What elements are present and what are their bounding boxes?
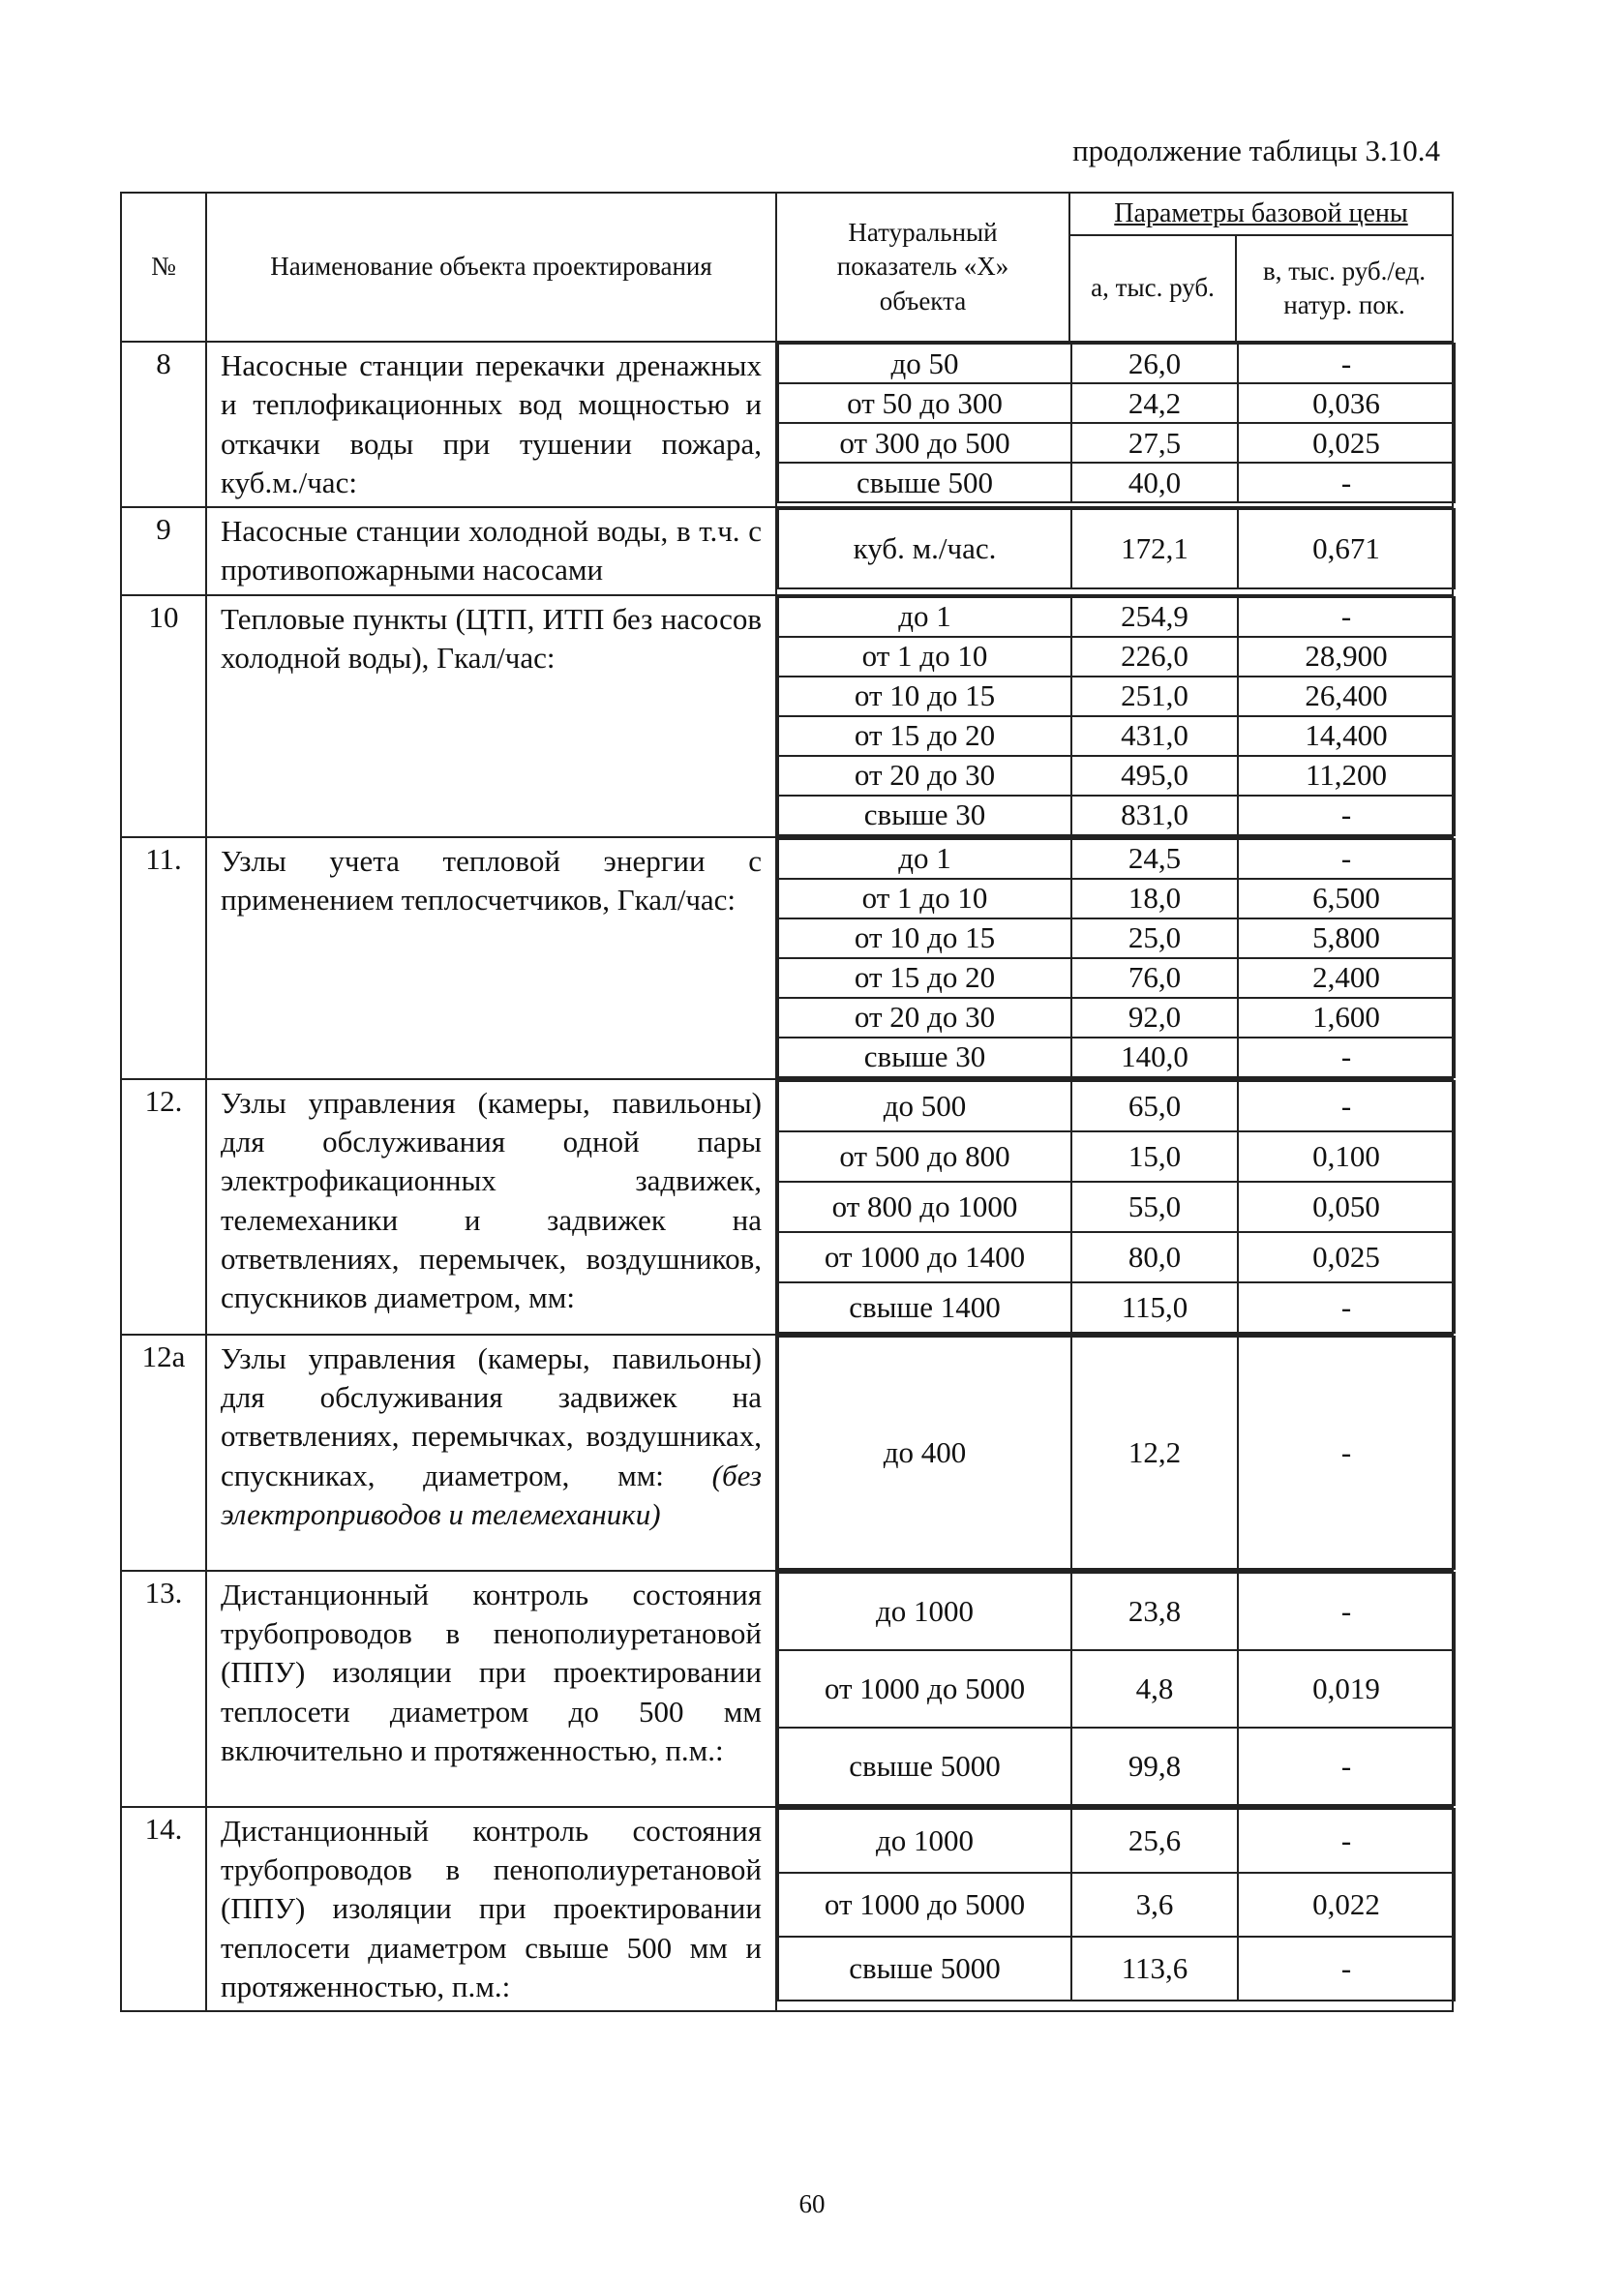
param-a: 4,8 bbox=[1071, 1650, 1238, 1728]
param-a: 113,6 bbox=[1071, 1937, 1238, 2001]
value-row bbox=[778, 1182, 1455, 1232]
param-b: - bbox=[1238, 1038, 1455, 1077]
param-a: 12,2 bbox=[1071, 1337, 1238, 1569]
table-body bbox=[121, 342, 1453, 2011]
header-x: Натуральный показатель «Х» объекта bbox=[776, 193, 1069, 342]
object-name-text: Узлы управления (камеры, павильоны) для обслуживания одной пары электрофикационных задвижек, телемеханики и задвижек на ответвлениях, перемычек, воздушников, спускников диаметром, мм: bbox=[221, 1085, 762, 1315]
value-row bbox=[778, 383, 1455, 423]
value-row bbox=[778, 1809, 1455, 1873]
table-row bbox=[121, 1079, 1453, 1335]
natural-indicator: от 20 до 30 bbox=[778, 756, 1071, 796]
value-row bbox=[778, 1131, 1455, 1182]
param-b: 1,600 bbox=[1238, 998, 1455, 1038]
param-b: 0,036 bbox=[1238, 383, 1455, 423]
value-row bbox=[778, 756, 1455, 796]
object-name bbox=[206, 1571, 776, 1807]
table-row bbox=[121, 507, 1453, 595]
param-a: 431,0 bbox=[1071, 716, 1238, 756]
table-row bbox=[121, 595, 1453, 837]
value-row bbox=[778, 344, 1455, 383]
natural-indicator: от 10 до 15 bbox=[778, 677, 1071, 716]
param-b: - bbox=[1238, 1081, 1455, 1131]
row-number: 9 bbox=[121, 507, 206, 595]
object-name-text: Узлы учета тепловой энергии с применением теплосчетчиков, Гкал/час: bbox=[221, 843, 762, 918]
param-b: - bbox=[1238, 796, 1455, 835]
param-a: 251,0 bbox=[1071, 677, 1238, 716]
natural-indicator: от 1000 до 5000 bbox=[778, 1873, 1071, 1937]
natural-indicator: от 1000 до 5000 bbox=[778, 1650, 1071, 1728]
object-name bbox=[206, 837, 776, 1079]
param-a: 172,1 bbox=[1071, 509, 1238, 588]
param-a: 495,0 bbox=[1071, 756, 1238, 796]
value-row bbox=[778, 839, 1455, 879]
value-row bbox=[778, 509, 1455, 588]
natural-indicator: до 400 bbox=[778, 1337, 1071, 1569]
param-b: 0,025 bbox=[1238, 1232, 1455, 1282]
object-name bbox=[206, 1079, 776, 1335]
param-a: 76,0 bbox=[1071, 958, 1238, 998]
table-row bbox=[121, 1571, 1453, 1807]
param-b: 5,800 bbox=[1238, 918, 1455, 958]
value-row bbox=[778, 677, 1455, 716]
param-a: 40,0 bbox=[1071, 463, 1238, 502]
param-b: - bbox=[1238, 1937, 1455, 2001]
natural-indicator: от 1000 до 1400 bbox=[778, 1232, 1071, 1282]
param-b: - bbox=[1238, 344, 1455, 383]
table-row bbox=[121, 1335, 1453, 1571]
param-b: 0,050 bbox=[1238, 1182, 1455, 1232]
natural-indicator: свыше 30 bbox=[778, 796, 1071, 835]
natural-indicator: свыше 30 bbox=[778, 1038, 1071, 1077]
natural-indicator: до 1 bbox=[778, 597, 1071, 637]
object-name-text: Узлы управления (камеры, павильоны) для обслуживания задвижек на ответвлениях, перемычках, воздушниках, спускниках, диаметром, мм: bbox=[221, 1340, 762, 1492]
natural-indicator: от 500 до 800 bbox=[778, 1131, 1071, 1182]
value-row bbox=[778, 1728, 1455, 1805]
object-name bbox=[206, 507, 776, 595]
natural-indicator: до 50 bbox=[778, 344, 1071, 383]
header-b: в, тыс. руб./ед. натур. пок. bbox=[1236, 235, 1453, 342]
value-row bbox=[778, 1337, 1455, 1569]
param-a: 226,0 bbox=[1071, 637, 1238, 677]
row-number: 13. bbox=[121, 1571, 206, 1807]
object-name-note: (без электроприводов и телемеханики) bbox=[221, 1458, 763, 1531]
row-number: 8 bbox=[121, 342, 206, 507]
object-name bbox=[206, 1807, 776, 2011]
natural-indicator: от 1 до 10 bbox=[778, 879, 1071, 918]
object-name bbox=[206, 595, 776, 837]
param-b: - bbox=[1238, 1337, 1455, 1569]
param-a: 27,5 bbox=[1071, 423, 1238, 463]
natural-indicator: от 800 до 1000 bbox=[778, 1182, 1071, 1232]
table-continuation-note: продолжение таблицы 3.10.4 bbox=[1072, 134, 1440, 167]
param-b: 28,900 bbox=[1238, 637, 1455, 677]
object-name-text: Насосные станции перекачки дренажных и теплофикационных вод мощностью и откачки воды при тушении пожара, куб.м./час: bbox=[221, 348, 762, 499]
value-row bbox=[778, 423, 1455, 463]
object-name-text: Насосные станции холодной воды, в т.ч. с противопожарными насосами bbox=[221, 514, 762, 587]
param-b: - bbox=[1238, 597, 1455, 637]
value-row bbox=[778, 1232, 1455, 1282]
object-name-text: Тепловые пункты (ЦТП, ИТП без насосов холодной воды), Гкал/час: bbox=[221, 601, 762, 676]
natural-indicator: свыше 5000 bbox=[778, 1937, 1071, 2001]
header-no: № bbox=[121, 193, 206, 342]
row-number: 12. bbox=[121, 1079, 206, 1335]
value-row bbox=[778, 1038, 1455, 1077]
natural-indicator: от 20 до 30 bbox=[778, 998, 1071, 1038]
table-row bbox=[121, 837, 1453, 1079]
header-name: Наименование объекта проектирования bbox=[206, 193, 776, 342]
value-row bbox=[778, 958, 1455, 998]
param-b: 26,400 bbox=[1238, 677, 1455, 716]
param-a: 115,0 bbox=[1071, 1282, 1238, 1333]
param-b: 0,019 bbox=[1238, 1650, 1455, 1728]
param-b: 0,100 bbox=[1238, 1131, 1455, 1182]
value-row bbox=[778, 637, 1455, 677]
param-b: - bbox=[1238, 839, 1455, 879]
natural-indicator: до 500 bbox=[778, 1081, 1071, 1131]
object-name-text: Дистанционный контроль состояния трубопроводов в пенополиуретановой (ППУ) изоляции при проектировании теплосети диаметром до 500 мм включительно и протяженностью, п.м.: bbox=[221, 1577, 762, 1767]
natural-indicator: куб. м./час. bbox=[778, 509, 1071, 588]
object-name bbox=[206, 1335, 776, 1571]
param-b: 6,500 bbox=[1238, 879, 1455, 918]
natural-indicator: от 15 до 20 bbox=[778, 958, 1071, 998]
natural-indicator: от 15 до 20 bbox=[778, 716, 1071, 756]
natural-indicator: от 50 до 300 bbox=[778, 383, 1071, 423]
param-a: 18,0 bbox=[1071, 879, 1238, 918]
param-a: 25,6 bbox=[1071, 1809, 1238, 1873]
param-a: 99,8 bbox=[1071, 1728, 1238, 1805]
page-number: 60 bbox=[798, 2189, 826, 2218]
value-row bbox=[778, 1573, 1455, 1650]
natural-indicator: от 10 до 15 bbox=[778, 918, 1071, 958]
value-row bbox=[778, 1282, 1455, 1333]
value-row bbox=[778, 1937, 1455, 2001]
row-number: 14. bbox=[121, 1807, 206, 2011]
param-b: 0,025 bbox=[1238, 423, 1455, 463]
param-a: 24,2 bbox=[1071, 383, 1238, 423]
param-a: 831,0 bbox=[1071, 796, 1238, 835]
header-params: Параметры базовой цены bbox=[1069, 193, 1453, 235]
value-row bbox=[778, 918, 1455, 958]
natural-indicator: от 300 до 500 bbox=[778, 423, 1071, 463]
param-b: 0,671 bbox=[1238, 509, 1455, 588]
param-b: - bbox=[1238, 1573, 1455, 1650]
param-b: - bbox=[1238, 463, 1455, 502]
value-row bbox=[778, 998, 1455, 1038]
natural-indicator: до 1000 bbox=[778, 1573, 1071, 1650]
object-name-text: Дистанционный контроль состояния трубопроводов в пенополиуретановой (ППУ) изоляции при проектировании теплосети диаметром свыше 500 мм и протяженностью, п.м.: bbox=[221, 1813, 762, 2003]
natural-indicator: от 1 до 10 bbox=[778, 637, 1071, 677]
natural-indicator: до 1 bbox=[778, 839, 1071, 879]
natural-indicator: свыше 5000 bbox=[778, 1728, 1071, 1805]
param-b: 14,400 bbox=[1238, 716, 1455, 756]
value-row bbox=[778, 879, 1455, 918]
param-a: 254,9 bbox=[1071, 597, 1238, 637]
table-row bbox=[121, 1807, 1453, 2011]
natural-indicator: свыше 1400 bbox=[778, 1282, 1071, 1333]
param-a: 24,5 bbox=[1071, 839, 1238, 879]
param-a: 55,0 bbox=[1071, 1182, 1238, 1232]
value-row bbox=[778, 1650, 1455, 1728]
param-a: 80,0 bbox=[1071, 1232, 1238, 1282]
header-a: а, тыс. руб. bbox=[1069, 235, 1236, 342]
param-a: 15,0 bbox=[1071, 1131, 1238, 1182]
natural-indicator: свыше 500 bbox=[778, 463, 1071, 502]
row-number: 11. bbox=[121, 837, 206, 1079]
value-row bbox=[778, 1081, 1455, 1131]
param-a: 3,6 bbox=[1071, 1873, 1238, 1937]
param-b: 11,200 bbox=[1238, 756, 1455, 796]
param-a: 65,0 bbox=[1071, 1081, 1238, 1131]
param-a: 23,8 bbox=[1071, 1573, 1238, 1650]
param-a: 140,0 bbox=[1071, 1038, 1238, 1077]
param-a: 92,0 bbox=[1071, 998, 1238, 1038]
value-row bbox=[778, 597, 1455, 637]
row-number: 12а bbox=[121, 1335, 206, 1571]
param-a: 26,0 bbox=[1071, 344, 1238, 383]
param-a: 25,0 bbox=[1071, 918, 1238, 958]
param-b: 0,022 bbox=[1238, 1873, 1455, 1937]
param-b: - bbox=[1238, 1728, 1455, 1805]
row-number: 10 bbox=[121, 595, 206, 837]
price-table bbox=[120, 192, 1454, 2012]
table-row bbox=[121, 342, 1453, 507]
value-row bbox=[778, 716, 1455, 756]
value-row bbox=[778, 1873, 1455, 1937]
natural-indicator: до 1000 bbox=[778, 1809, 1071, 1873]
value-row bbox=[778, 796, 1455, 835]
param-b: 2,400 bbox=[1238, 958, 1455, 998]
value-row bbox=[778, 463, 1455, 502]
param-b: - bbox=[1238, 1282, 1455, 1333]
object-name bbox=[206, 342, 776, 507]
param-b: - bbox=[1238, 1809, 1455, 1873]
